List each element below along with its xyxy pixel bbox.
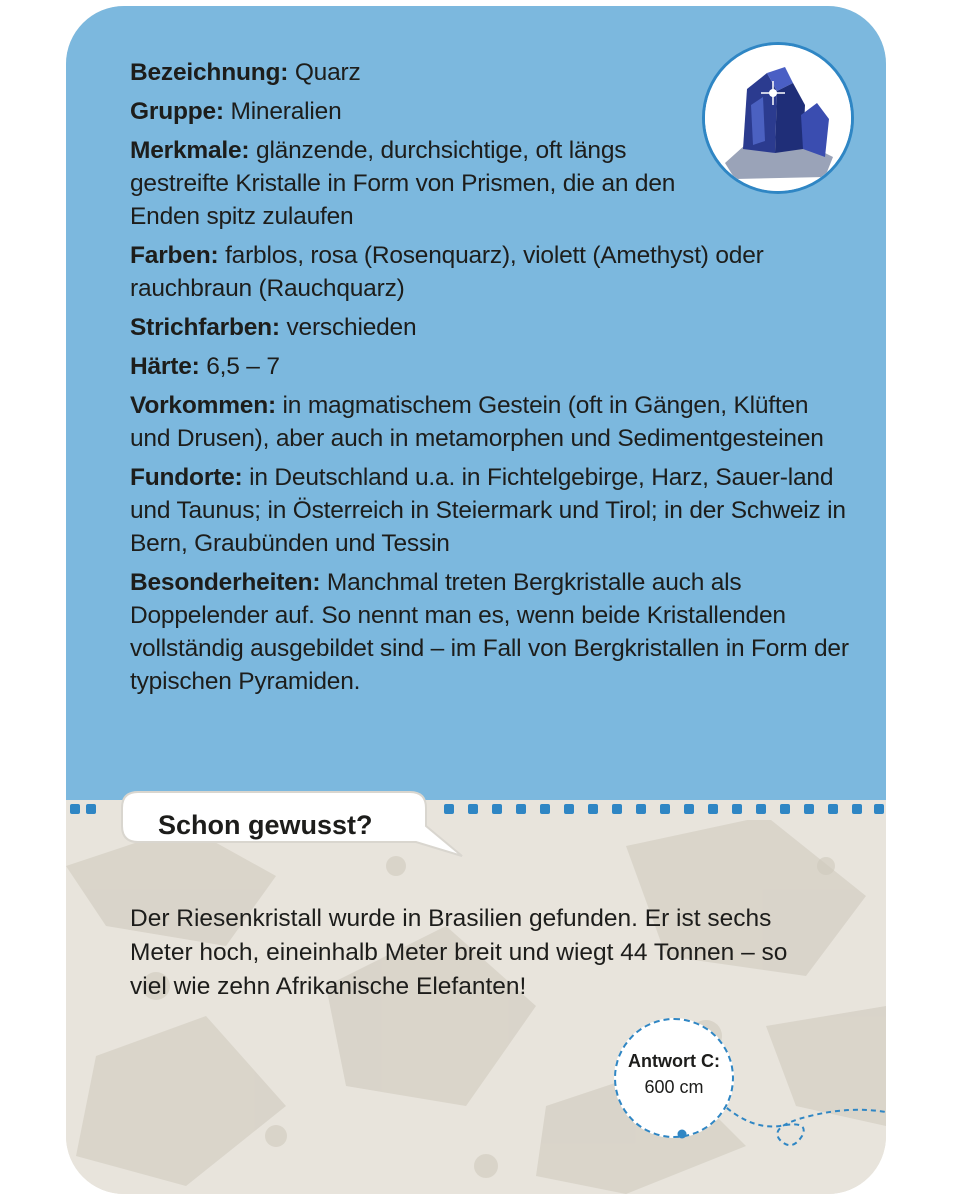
field-label: Farben: xyxy=(130,242,219,269)
field-label: Härte: xyxy=(130,353,200,380)
field-merkmale xyxy=(130,134,690,233)
field-value: farblos, rosa (Rosenquarz), violett (Amethyst) oder rauchbraun (Rauchquarz) xyxy=(130,242,764,302)
field-vorkommen xyxy=(130,389,850,455)
field-value: Quarz xyxy=(294,59,361,86)
trivia-heading: Schon gewusst? xyxy=(158,810,373,840)
field-label: Fundorte: xyxy=(130,464,243,491)
field-label: Besonderheiten: xyxy=(130,569,321,596)
field-haerte xyxy=(130,350,850,383)
field-value: in magmatischem Gestein (oft in Gängen, Klüften und Drusen), aber auch in metamorphen und Sedimentgesteinen xyxy=(130,392,824,452)
field-label: Gruppe: xyxy=(130,98,224,125)
answer-label: Antwort C: xyxy=(628,1051,720,1071)
field-gruppe xyxy=(130,95,850,128)
field-farben xyxy=(130,239,850,305)
trivia-text: Der Riesenkristall wurde in Brasilien gefunden. Er ist sechs Meter hoch, eineinhalb Meter breit und wiegt 44 Tonnen – so viel wie zehn Afrikanische Elefanten! xyxy=(130,905,788,1000)
answer-value: 600 cm xyxy=(644,1077,704,1097)
field-besonderheiten xyxy=(130,566,850,698)
field-value: Manchmal treten Bergkristalle auch als Doppelender auf. So nennt man es, wenn beide Kristallenden vollständig ausgebildet sind – im Fall von Bergkristallen in Form der typischen Pyramiden. xyxy=(130,569,849,695)
field-value: Mineralien xyxy=(230,98,342,125)
field-value: verschieden xyxy=(286,314,417,341)
field-label: Strichfarben: xyxy=(130,314,280,341)
field-value: in Deutschland u.a. in Fichtelgebirge, Harz, Sauer-land und Taunus; in Österreich in Steiermark und Tirol; in der Schweiz in Bern, Graubünden und Tessin xyxy=(130,464,846,557)
field-label: Bezeichnung: xyxy=(130,59,289,86)
field-bezeichnung xyxy=(130,56,850,89)
field-value: 6,5 – 7 xyxy=(206,353,280,380)
answer-dot xyxy=(676,1128,688,1140)
field-label: Merkmale: xyxy=(130,137,250,164)
field-label: Vorkommen: xyxy=(130,392,276,419)
field-value: glänzende, durchsichtige, oft längs gestreifte Kristalle in Form von Prismen, die an den Enden spitz zulaufen xyxy=(130,137,676,230)
mineral-fields xyxy=(130,56,850,704)
field-strichfarben xyxy=(130,311,850,344)
dashed-trail xyxy=(720,1090,890,1160)
field-fundorte xyxy=(130,461,850,560)
